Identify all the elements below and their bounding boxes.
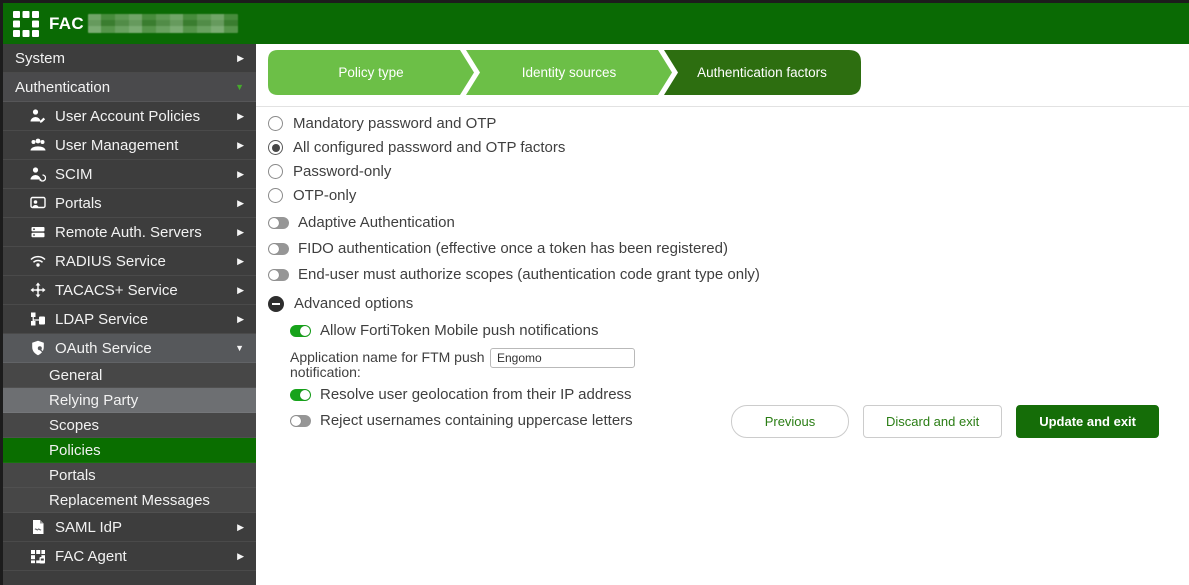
- sidebar-item-user-account-policies[interactable]: User Account Policies ▶: [3, 102, 256, 131]
- sidebar-item-scim[interactable]: SCIM ▶: [3, 160, 256, 189]
- advanced-options-label: Advanced options: [294, 295, 414, 312]
- ftm-app-name-input[interactable]: [490, 348, 635, 368]
- sidebar-subitem-portals[interactable]: Portals: [3, 463, 256, 488]
- redacted-hostname: [88, 14, 238, 33]
- grid-agent-icon: [29, 548, 47, 564]
- toggle-label: Allow FortiToken Mobile push notifications: [320, 322, 599, 339]
- chevron-right-icon: ▶: [237, 139, 244, 150]
- sidebar-item-portals[interactable]: Portals ▶: [3, 189, 256, 218]
- sidebar-item-fac-agent[interactable]: FAC Agent ▶: [3, 542, 256, 571]
- collapse-minus-icon[interactable]: [268, 296, 284, 312]
- chevron-right-icon: ▶: [237, 197, 244, 208]
- discard-and-exit-button[interactable]: Discard and exit: [863, 405, 1002, 438]
- chevron-right-icon: ▶: [237, 313, 244, 324]
- oauth-submenu: [3, 363, 256, 513]
- sidebar-item-oauth-service[interactable]: OAuth Service ▼: [3, 334, 256, 363]
- toggle-switch[interactable]: [268, 269, 289, 281]
- radio-button[interactable]: [268, 140, 283, 155]
- ftm-app-name-row: [290, 348, 1189, 380]
- radio-option-otp-only[interactable]: [268, 187, 1189, 204]
- sidebar-item-system[interactable]: System ▶: [3, 44, 256, 73]
- toggle-row-ftm-push[interactable]: [290, 322, 1189, 339]
- toggle-label: Resolve user geolocation from their IP address: [320, 386, 632, 403]
- radio-button[interactable]: [268, 164, 283, 179]
- radio-label: All configured password and OTP factors: [293, 139, 566, 156]
- previous-button[interactable]: Previous: [731, 405, 849, 438]
- toggle-label: Reject usernames containing uppercase letters: [320, 412, 633, 429]
- chevron-right-icon: ▶: [237, 521, 244, 532]
- toggle-switch[interactable]: [268, 243, 289, 255]
- sidebar-item-tacacs-service[interactable]: TACACS+ Service ▶: [3, 276, 256, 305]
- sidebar-subitem-replacement-messages[interactable]: Replacement Messages: [3, 488, 256, 513]
- user-edit-icon: [29, 108, 47, 124]
- sidebar-subitem-relying-party[interactable]: Relying Party: [3, 388, 256, 413]
- main-content: [256, 44, 1189, 585]
- chevron-right-icon: ▶: [237, 550, 244, 561]
- chevron-down-icon: ▼: [235, 343, 244, 353]
- chevron-right-icon: ▶: [237, 110, 244, 121]
- chevron-down-icon: ▼: [235, 82, 244, 92]
- toggle-label: End-user must authorize scopes (authentication code grant type only): [298, 266, 760, 283]
- wizard-step-label: Policy type: [338, 65, 404, 80]
- sidebar-item-radius-service[interactable]: RADIUS Service ▶: [3, 247, 256, 276]
- sidebar-item-authentication[interactable]: Authentication ▼: [3, 73, 256, 102]
- radio-button[interactable]: [268, 188, 283, 203]
- wizard-step-label: Identity sources: [521, 65, 617, 80]
- wizard-steps: [256, 44, 1189, 100]
- toggle-switch[interactable]: [268, 217, 289, 229]
- chevron-right-icon: ▶: [237, 168, 244, 179]
- wizard-step-label: Authentication factors: [697, 65, 827, 80]
- portal-icon: [29, 195, 47, 211]
- chevron-right-icon: ▶: [237, 284, 244, 295]
- toggle-switch[interactable]: [290, 389, 311, 401]
- sidebar-item-remote-auth-servers[interactable]: Remote Auth. Servers ▶: [3, 218, 256, 247]
- chevron-right-icon: ▶: [237, 226, 244, 237]
- document-icon: [29, 519, 47, 535]
- radio-option-password-only[interactable]: [268, 163, 1189, 180]
- chevron-right-icon: ▶: [237, 52, 244, 63]
- sidebar-subitem-scopes[interactable]: Scopes: [3, 413, 256, 438]
- users-icon: [29, 137, 47, 153]
- sidebar: [0, 44, 256, 585]
- chevron-right-icon: ▶: [237, 255, 244, 266]
- sidebar-item-user-management[interactable]: User Management ▶: [3, 131, 256, 160]
- cross-arrows-icon: [29, 282, 47, 298]
- sidebar-item-saml-idp[interactable]: SAML IdP ▶: [3, 513, 256, 542]
- product-name: FAC: [49, 13, 84, 33]
- advanced-options-header[interactable]: [268, 295, 1189, 312]
- sidebar-item-ldap-service[interactable]: LDAP Service ▶: [3, 305, 256, 334]
- top-bar: [0, 0, 1189, 44]
- sidebar-subitem-general[interactable]: General: [3, 363, 256, 388]
- tree-icon: [29, 311, 47, 327]
- radio-option-mandatory[interactable]: [268, 115, 1189, 132]
- toggle-row-authorize-scopes[interactable]: [268, 266, 1189, 283]
- toggle-switch[interactable]: [290, 325, 311, 337]
- radio-label: Mandatory password and OTP: [293, 115, 497, 132]
- radio-label: Password-only: [293, 163, 392, 180]
- radio-label: OTP-only: [293, 187, 357, 204]
- update-and-exit-button[interactable]: Update and exit: [1016, 405, 1159, 438]
- fortinet-logo-icon: [13, 11, 39, 37]
- radio-option-all-configured[interactable]: [268, 139, 1189, 156]
- servers-icon: [29, 224, 47, 240]
- toggle-row-fido-authentication[interactable]: [268, 240, 1189, 257]
- shield-key-icon: [29, 340, 47, 356]
- ftm-app-name-label: Application name for FTM push notification:: [290, 349, 485, 380]
- user-sync-icon: [29, 166, 47, 182]
- toggle-label: Adaptive Authentication: [298, 214, 455, 231]
- wizard-footer-buttons: [731, 405, 1159, 438]
- toggle-switch[interactable]: [290, 415, 311, 427]
- sidebar-subitem-policies[interactable]: Policies: [3, 438, 256, 463]
- toggle-row-resolve-geolocation[interactable]: [290, 386, 1189, 403]
- toggle-label: FIDO authentication (effective once a token has been registered): [298, 240, 728, 257]
- radio-button[interactable]: [268, 116, 283, 131]
- wifi-icon: [29, 253, 47, 269]
- toggle-row-adaptive-authentication[interactable]: [268, 214, 1189, 231]
